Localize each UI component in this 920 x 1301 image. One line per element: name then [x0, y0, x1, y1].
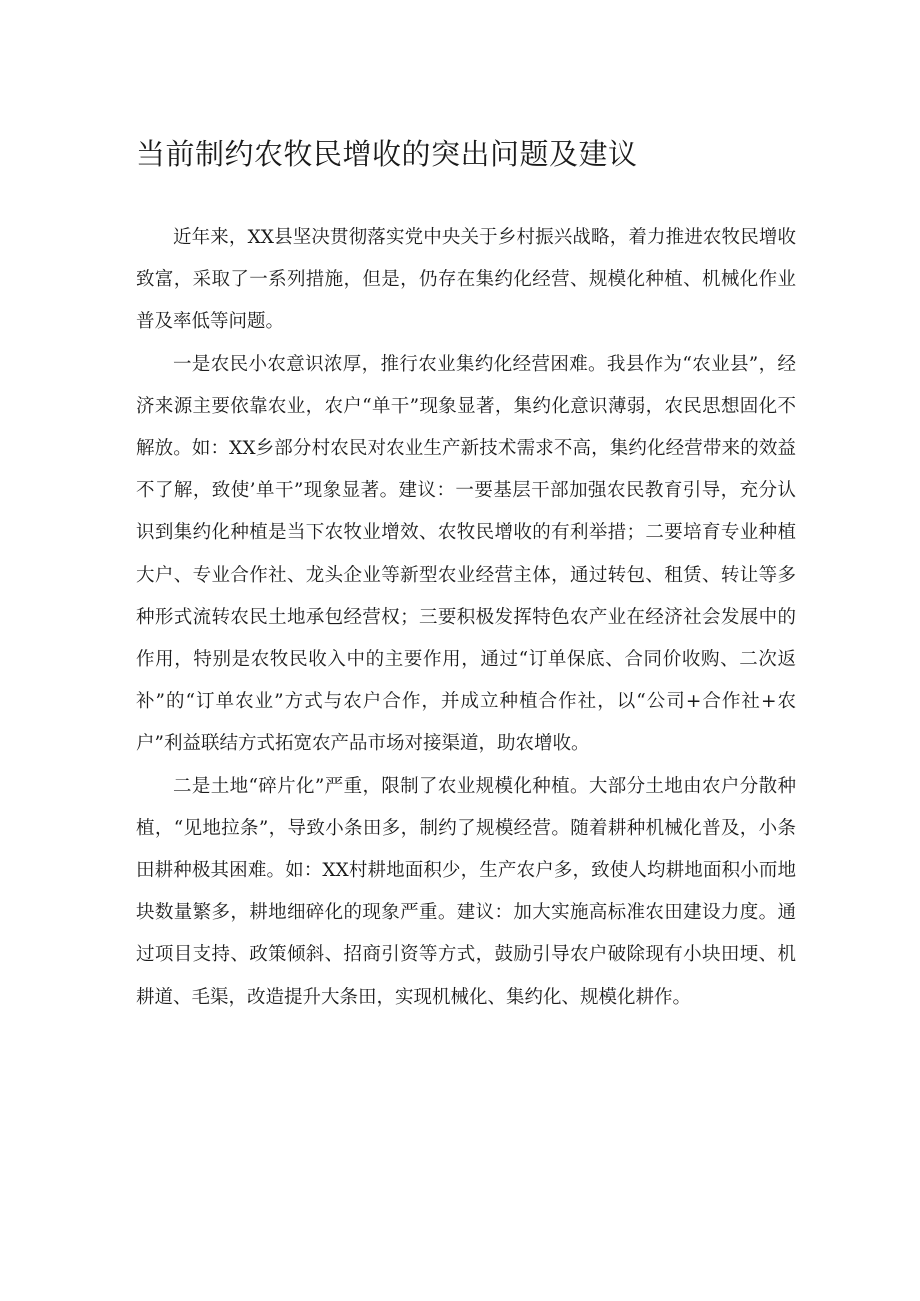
paragraph-issue-one: 一是农民小农意识浓厚，推行农业集约化经营困难。我县作为“农业县”，经济来源主要依靠农业，农户“单干”现象显著，集约化意识薄弱，农民思想固化不解放。如：XX乡部分村农民对农业生产新技术需求不高，集约化经营带来的效益不了解，致使’单干”现象显著。建议：一要基层干部加强农民教育引导，充分认识到集约化种植是当下农牧业增效、农牧民增收的有利举措；二要培育专业种植大户、专业合作社、龙头企业等新型农业经营主体，通过转包、租赁、转让等多种形式流转农民土地承包经营权；三要积极发挥特色农产业在经济社会发展中的作用，特别是农牧民收入中的主要作用，通过“订单保底、合同价收购、二次返补”的“订单农业”方式与农户合作，并成立种植合作社，以“公司+合作社+农户”利益联结方式拓宽农产品市场对接渠道，助农增收。	[136, 353, 796, 755]
paragraph-intro: 近年来，XX县坚决贯彻落实党中央关于乡村振兴战略，着力推进农牧民增收致富，采取了一系列措施，但是，仍存在集约化经营、规模化种植、机械化作业普及率低等问题。	[136, 227, 796, 333]
document-title: 当前制约农牧民增收的突出问题及建议	[136, 137, 638, 171]
document-body	[136, 217, 796, 1019]
paragraph-issue-two: 二是土地“碎片化”严重，限制了农业规模化种植。大部分土地由农户分散种植，“见地拉条”，导致小条田多，制约了规模经营。随着耕种机械化普及，小条田耕种极其困难。如：XX村耕地面积少，生产农户多，致使人均耕地面积小而地块数量繁多，耕地细碎化的现象严重。建议：加大实施高标准农田建设力度。通过项目支持、政策倾斜、招商引资等方式，鼓励引导农户破除现有小块田埂、机耕道、毛渠，改造提升大条田，实现机械化、集约化、规模化耕作。	[136, 775, 796, 1008]
